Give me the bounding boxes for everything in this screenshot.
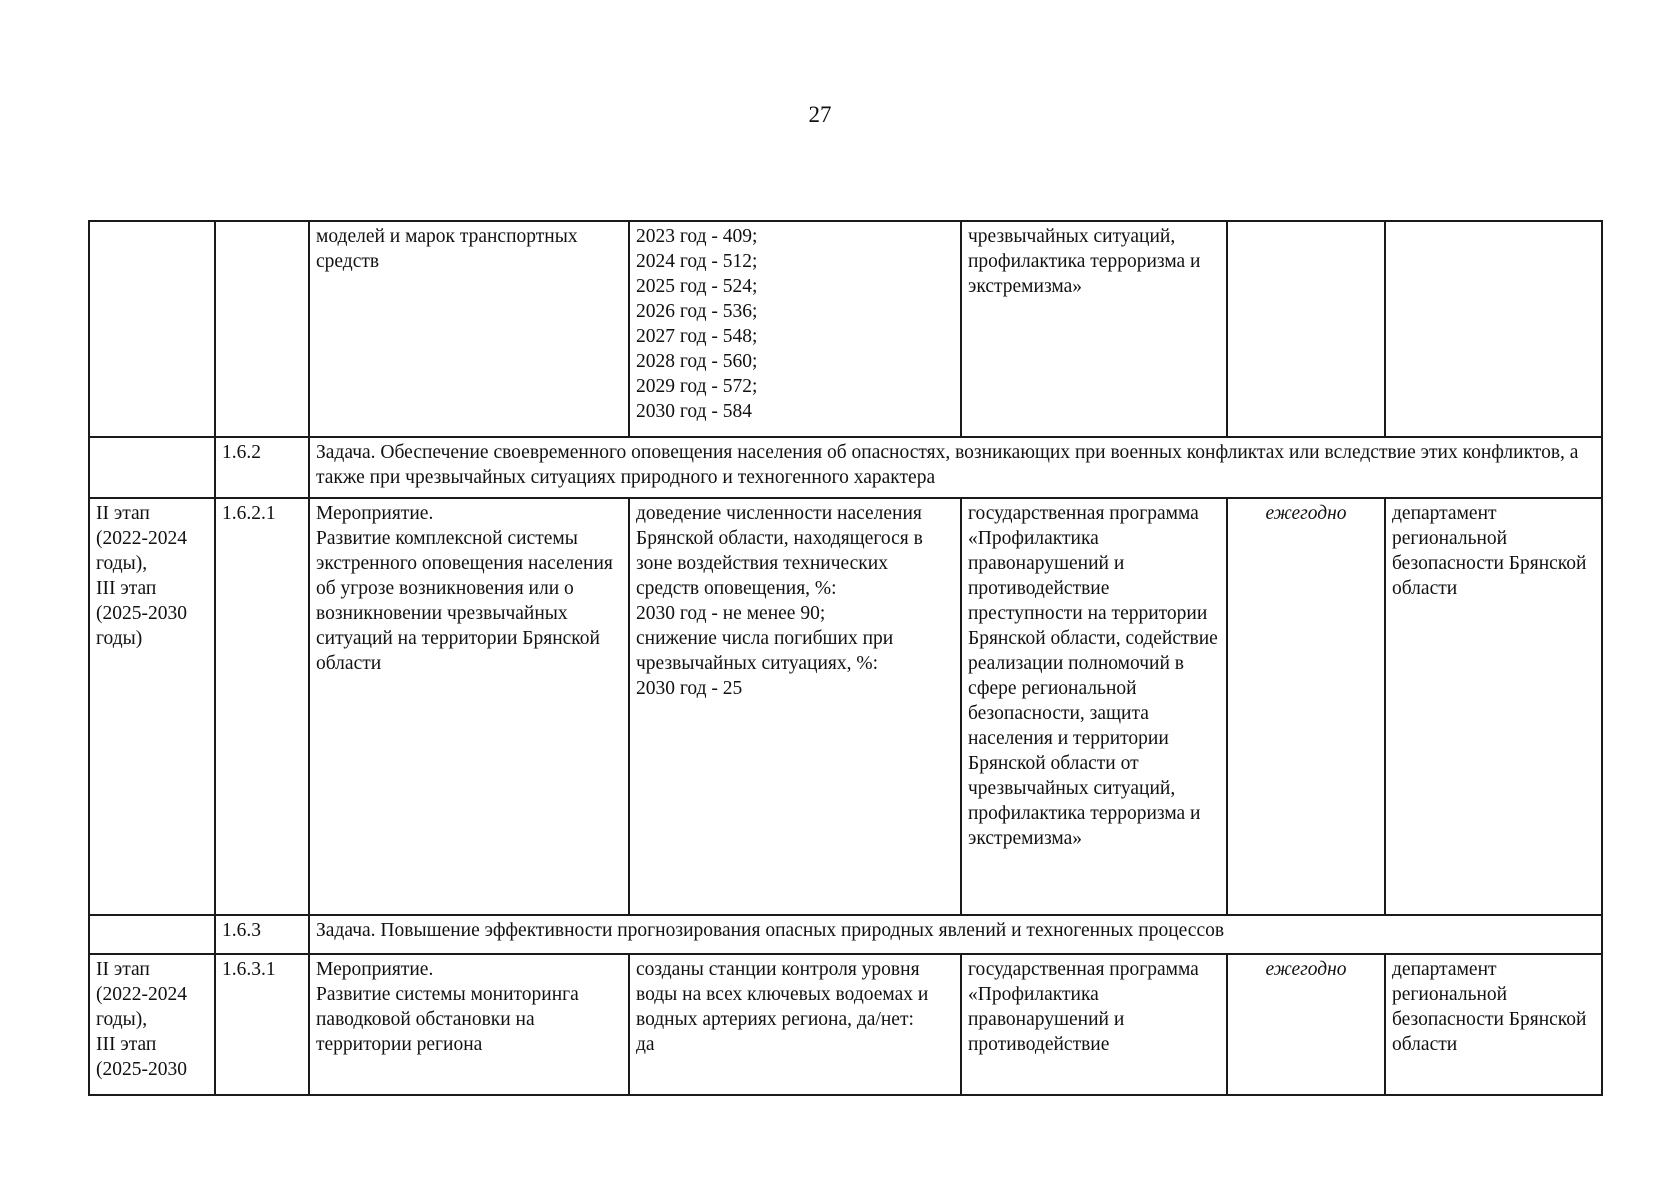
period-cell: ежегодно — [1227, 954, 1385, 1095]
page-number: 27 — [808, 102, 832, 127]
code-cell: 1.6.3 — [215, 915, 309, 954]
executor-cell — [1385, 221, 1602, 437]
program-cell: государственная программа «Профилактика правонарушений и противодействие преступности на территории Брянской области, содействие реализации полномочий в сфере региональной безопасности, защита населения и территории Брянской области от чрезвычайных ситуаций, профилактика терроризма и экстремизма» — [961, 498, 1227, 915]
task-cell: Задача. Обеспечение своевременного оповещения населения об опасностях, возникающих при военных конфликтах или вследствие этих конфликтов, а также при чрезвычайных ситуациях природного и техногенного характера — [309, 437, 1602, 498]
action-cell: моделей и марок транспортных средств — [309, 221, 629, 437]
plan-table — [88, 220, 1603, 1096]
program-cell: государственная программа «Профилактика правонарушений и противодействие — [961, 954, 1227, 1095]
period-cell — [1227, 221, 1385, 437]
stage-cell — [89, 221, 215, 437]
table-row — [89, 954, 1602, 1095]
table-row — [89, 498, 1602, 915]
action-cell: Мероприятие. Развитие комплексной системы экстренного оповещения населения об угрозе возникновения или о возникновении чрезвычайных ситуаций на территории Брянской области — [309, 498, 629, 915]
indicator-cell: 2023 год - 409; 2024 год - 512; 2025 год - 524; 2026 год - 536; 2027 год - 548; 2028 год - 560; 2029 год - 572; 2030 год - 584 — [629, 221, 961, 437]
indicator-cell: созданы станции контроля уровня воды на всех ключевых водоемах и водных артериях региона, да/нет: да — [629, 954, 961, 1095]
stage-cell: II этап (2022-2024 годы), III этап (2025-2030 годы) — [89, 498, 215, 915]
code-cell: 1.6.3.1 — [215, 954, 309, 1095]
task-cell: Задача. Повышение эффективности прогнозирования опасных природных явлений и техногенных процессов — [309, 915, 1602, 954]
action-cell: Мероприятие. Развитие системы мониторинга паводковой обстановки на территории региона — [309, 954, 629, 1095]
executor-cell: департамент региональной безопасности Брянской области — [1385, 498, 1602, 915]
program-cell: чрезвычайных ситуаций, профилактика терроризма и экстремизма» — [961, 221, 1227, 437]
stage-cell — [89, 437, 215, 498]
code-cell — [215, 221, 309, 437]
table-row — [89, 221, 1602, 437]
code-cell: 1.6.2 — [215, 437, 309, 498]
stage-cell: II этап (2022-2024 годы), III этап (2025-2030 — [89, 954, 215, 1095]
code-cell: 1.6.2.1 — [215, 498, 309, 915]
indicator-cell: доведение численности населения Брянской области, находящегося в зоне воздействия технических средств оповещения, %: 2030 год - не менее 90; снижение числа погибших при чрезвычайных ситуациях, %: 2030 год - 25 — [629, 498, 961, 915]
task-row — [89, 437, 1602, 498]
executor-cell: департамент региональной безопасности Брянской области — [1385, 954, 1602, 1095]
task-row — [89, 915, 1602, 954]
stage-cell — [89, 915, 215, 954]
period-cell: ежегодно — [1227, 498, 1385, 915]
